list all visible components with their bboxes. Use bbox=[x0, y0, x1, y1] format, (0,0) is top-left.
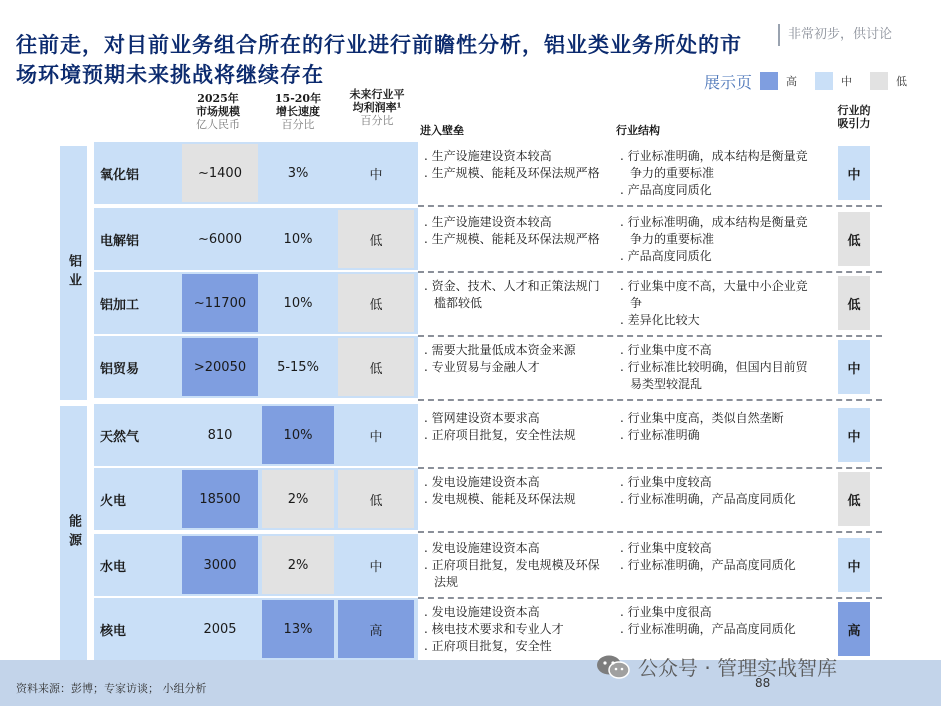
barrier-item: . 生产规模、能耗及环保法规严格 bbox=[424, 166, 600, 180]
wechat-icon bbox=[596, 654, 630, 680]
margin-cell: 中 bbox=[338, 144, 414, 202]
header-market-size: 2025年 市场规模 亿人民币 bbox=[196, 92, 240, 131]
structure-item: . 行业标准明确，成本结构是衡量竞争力的重要标准 bbox=[620, 215, 808, 246]
growth-cell: 10% bbox=[262, 210, 334, 268]
watermark-text: 公众号 · 管理实战智库 bbox=[638, 656, 838, 680]
structure-item: . 行业集中度较高 bbox=[620, 475, 712, 489]
market-size-cell: ~11700 bbox=[182, 274, 258, 332]
margin-cell: 低 bbox=[338, 210, 414, 268]
growth-cell: 5-15% bbox=[262, 338, 334, 396]
watermark bbox=[596, 652, 837, 681]
header-attractiveness: 行业的 吸引力 bbox=[837, 104, 871, 130]
industry-structure bbox=[620, 540, 818, 574]
source-note: 资料来源：彭博；专家访谈； 小组分析 bbox=[16, 682, 207, 695]
barrier-item: . 发电设施建设资本高 bbox=[424, 541, 540, 555]
row-separator bbox=[418, 271, 882, 273]
barrier-item: . 发电设施建设资本高 bbox=[424, 605, 540, 619]
growth-cell: 2% bbox=[262, 536, 334, 594]
entry-barriers bbox=[424, 214, 606, 248]
structure-item: . 差异化比较大 bbox=[620, 313, 700, 327]
barrier-item: . 生产设施建设资本较高 bbox=[424, 215, 552, 229]
margin-cell: 低 bbox=[338, 470, 414, 528]
industry-name: 铝加工 bbox=[100, 297, 140, 313]
row-separator bbox=[418, 335, 882, 337]
entry-barriers bbox=[424, 278, 606, 312]
row-separator bbox=[418, 205, 882, 207]
header-barriers: 进入壁垒 bbox=[420, 124, 464, 137]
header-structure: 行业结构 bbox=[616, 124, 660, 137]
header-growth: 15-20年 增长速度 百分比 bbox=[274, 92, 322, 131]
legend bbox=[704, 70, 925, 92]
industry-name: 天然气 bbox=[100, 429, 140, 445]
structure-item: . 行业标准比较明确，但国内目前贸易类型较混乱 bbox=[620, 360, 808, 391]
structure-item: . 行业标准明确 bbox=[620, 428, 700, 442]
structure-item: . 行业标准明确，产品高度同质化 bbox=[620, 492, 796, 506]
industry-name: 氧化铝 bbox=[100, 167, 140, 183]
industry-structure bbox=[620, 342, 818, 393]
margin-cell: 低 bbox=[338, 274, 414, 332]
margin-cell: 中 bbox=[338, 406, 414, 464]
legend-label-mid: 中 bbox=[841, 75, 853, 88]
page-number: 88 bbox=[755, 676, 771, 690]
market-size-cell: ~1400 bbox=[182, 144, 258, 202]
structure-item: . 产品高度同质化 bbox=[620, 183, 712, 197]
market-size-cell: ~6000 bbox=[182, 210, 258, 268]
attractiveness-cell: 中 bbox=[838, 340, 870, 394]
row-separator bbox=[418, 531, 882, 533]
page-title: 往前走，对目前业务组合所在的行业进行前瞻性分析，铝业类业务所处的市场环境预期未来挑战将继续存在 bbox=[16, 32, 742, 87]
barrier-item: . 发电设施建设资本高 bbox=[424, 475, 540, 489]
structure-item: . 行业标准明确，成本结构是衡量竞争力的重要标准 bbox=[620, 149, 808, 180]
legend-title: 展示页 bbox=[704, 72, 753, 92]
industry-structure bbox=[620, 474, 818, 508]
entry-barriers bbox=[424, 410, 606, 444]
structure-item: . 行业标准明确，产品高度同质化 bbox=[620, 622, 796, 636]
barrier-item: . 发电规模、能耗及环保法规 bbox=[424, 492, 576, 506]
structure-item: . 产品高度同质化 bbox=[620, 249, 712, 263]
row-separator bbox=[418, 467, 882, 469]
entry-barriers bbox=[424, 148, 606, 182]
growth-cell: 13% bbox=[262, 600, 334, 658]
row-separator bbox=[418, 597, 882, 599]
attractiveness-cell: 中 bbox=[838, 408, 870, 462]
entry-barriers bbox=[424, 474, 606, 508]
attractiveness-cell: 中 bbox=[838, 538, 870, 592]
preliminary-label: 非常初步，供讨论 bbox=[778, 24, 928, 46]
barrier-item: . 资金、技术、人才和正策法规门槛都较低 bbox=[424, 279, 600, 310]
legend-label-high: 高 bbox=[786, 75, 798, 88]
industry-name: 水电 bbox=[100, 559, 127, 575]
growth-cell: 2% bbox=[262, 470, 334, 528]
structure-item: . 行业集中度不高，大量中小企业竞争 bbox=[620, 279, 808, 310]
barrier-item: . 生产规模、能耗及环保法规严格 bbox=[424, 232, 600, 246]
entry-barriers bbox=[424, 342, 606, 376]
market-size-cell: 18500 bbox=[182, 470, 258, 528]
industry-name: 火电 bbox=[100, 493, 127, 509]
market-size-cell: 2005 bbox=[182, 600, 258, 658]
barrier-item: . 正府项目批复，发电规模及环保法规 bbox=[424, 558, 600, 589]
growth-cell: 3% bbox=[262, 144, 334, 202]
market-size-cell: >20050 bbox=[182, 338, 258, 396]
barrier-item: . 管网建设资本要求高 bbox=[424, 411, 540, 425]
industry-name: 铝贸易 bbox=[100, 361, 140, 377]
margin-cell: 高 bbox=[338, 600, 414, 658]
industry-name: 电解铝 bbox=[100, 233, 140, 249]
attractiveness-cell: 中 bbox=[838, 146, 870, 200]
structure-item: . 行业集中度不高 bbox=[620, 343, 712, 357]
entry-barriers bbox=[424, 604, 606, 655]
barrier-item: . 需要大批量低成本资金来源 bbox=[424, 343, 576, 357]
row-separator bbox=[418, 399, 882, 401]
margin-cell: 低 bbox=[338, 338, 414, 396]
entry-barriers bbox=[424, 540, 606, 591]
growth-cell: 10% bbox=[262, 274, 334, 332]
attractiveness-cell: 高 bbox=[838, 602, 870, 656]
barrier-item: . 专业贸易与金融人才 bbox=[424, 360, 540, 374]
attractiveness-cell: 低 bbox=[838, 212, 870, 266]
growth-cell: 10% bbox=[262, 406, 334, 464]
industry-name: 核电 bbox=[100, 623, 127, 639]
industry-structure bbox=[620, 410, 818, 444]
legend-swatch-high bbox=[760, 72, 778, 90]
attractiveness-cell: 低 bbox=[838, 276, 870, 330]
legend-swatch-mid bbox=[815, 72, 833, 90]
margin-cell: 中 bbox=[338, 536, 414, 594]
market-size-cell: 810 bbox=[182, 406, 258, 464]
structure-item: . 行业集中度高，类似自然垄断 bbox=[620, 411, 784, 425]
attractiveness-cell: 低 bbox=[838, 472, 870, 526]
legend-swatch-low bbox=[870, 72, 888, 90]
structure-item: . 行业集中度很高 bbox=[620, 605, 712, 619]
structure-item: . 行业集中度较高 bbox=[620, 541, 712, 555]
header-margin: 未来行业平 均利润率¹ 百分比 bbox=[349, 88, 405, 127]
legend-label-low: 低 bbox=[896, 75, 908, 88]
industry-structure bbox=[620, 278, 818, 329]
structure-item: . 行业标准明确，产品高度同质化 bbox=[620, 558, 796, 572]
barrier-item: . 生产设施建设资本较高 bbox=[424, 149, 552, 163]
industry-structure bbox=[620, 604, 818, 638]
barrier-item: . 正府项目批复，安全性法规 bbox=[424, 428, 576, 442]
barrier-item: . 正府项目批复，安全性 bbox=[424, 639, 552, 653]
market-size-cell: 3000 bbox=[182, 536, 258, 594]
group-label-energy: 能源 bbox=[60, 406, 87, 660]
group-label-aluminum: 铝业 bbox=[60, 146, 87, 400]
industry-structure bbox=[620, 214, 818, 265]
barrier-item: . 核电技术要求和专业人才 bbox=[424, 622, 564, 636]
industry-structure bbox=[620, 148, 818, 199]
